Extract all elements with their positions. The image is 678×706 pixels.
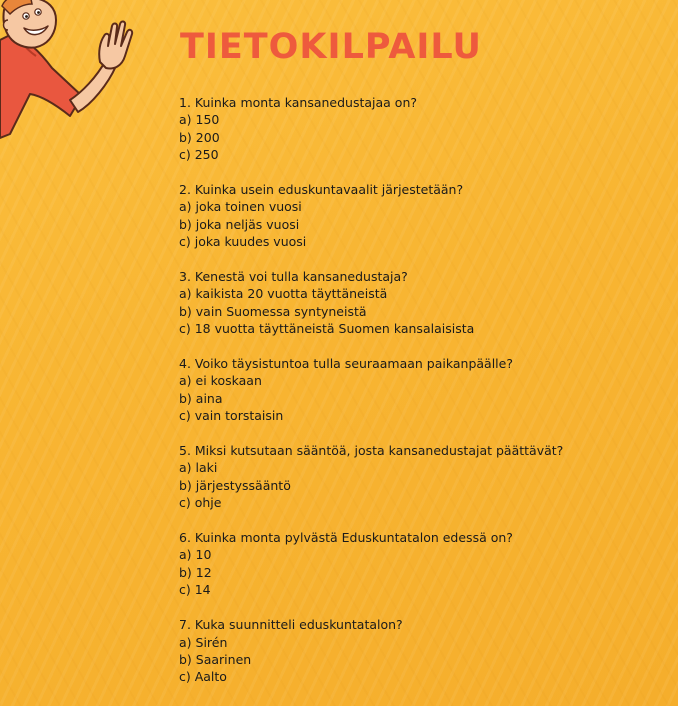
question-2 [179, 181, 649, 251]
answer-option: b) Saarinen [179, 651, 252, 667]
answer-option: c) 18 vuotta täyttäneistä Suomen kansalaisista [179, 321, 475, 337]
answer-option: b) järjestyssääntö [179, 477, 291, 493]
question-3 [179, 268, 649, 338]
answer-option: b) vain Suomessa syntyneistä [179, 303, 367, 319]
answer-option: c) vain torstaisin [179, 408, 284, 424]
answer-option: b) 200 [179, 129, 220, 145]
question-text: 4. Voiko täysistuntoa tulla seuraamaan paikanpäälle? [179, 356, 513, 372]
question-text: 7. Kuka suunnitteli eduskuntatalon? [179, 617, 403, 633]
answer-option: c) 250 [179, 147, 219, 163]
answer-option: b) aina [179, 390, 223, 406]
answer-option: c) Aalto [179, 669, 227, 685]
question-7 [179, 616, 649, 686]
answer-option: b) joka neljäs vuosi [179, 216, 300, 232]
answer-option: a) kaikista 20 vuotta täyttäneistä [179, 286, 388, 302]
question-1 [179, 94, 649, 164]
answer-option: b) 12 [179, 564, 212, 580]
question-4 [179, 355, 649, 425]
answer-option: a) 150 [179, 112, 220, 128]
question-text: 5. Miksi kutsutaan sääntöä, josta kansanedustajat päättävät? [179, 443, 564, 459]
question-6 [179, 529, 649, 599]
question-text: 1. Kuinka monta kansanedustajaa on? [179, 95, 418, 110]
question-5 [179, 442, 649, 512]
waving-boy-illustration [0, 0, 150, 140]
question-text: 3. Kenestä voi tulla kansanedustaja? [179, 269, 408, 285]
answer-option: a) 10 [179, 547, 212, 563]
quiz-questions [179, 94, 649, 703]
answer-option: a) joka toinen vuosi [179, 199, 302, 215]
question-text: 6. Kuinka monta pylvästä Eduskuntatalon edessä on? [179, 530, 513, 546]
answer-option: c) ohje [179, 495, 222, 511]
answer-option: a) ei koskaan [179, 373, 262, 389]
question-text: 2. Kuinka usein eduskuntavaalit järjestetään? [179, 182, 464, 198]
answer-option: a) Sirén [179, 634, 228, 650]
answer-option: c) joka kuudes vuosi [179, 234, 307, 250]
page-title: TIETOKILPAILU [180, 27, 482, 67]
answer-option: c) 14 [179, 582, 211, 598]
answer-option: a) laki [179, 460, 218, 476]
